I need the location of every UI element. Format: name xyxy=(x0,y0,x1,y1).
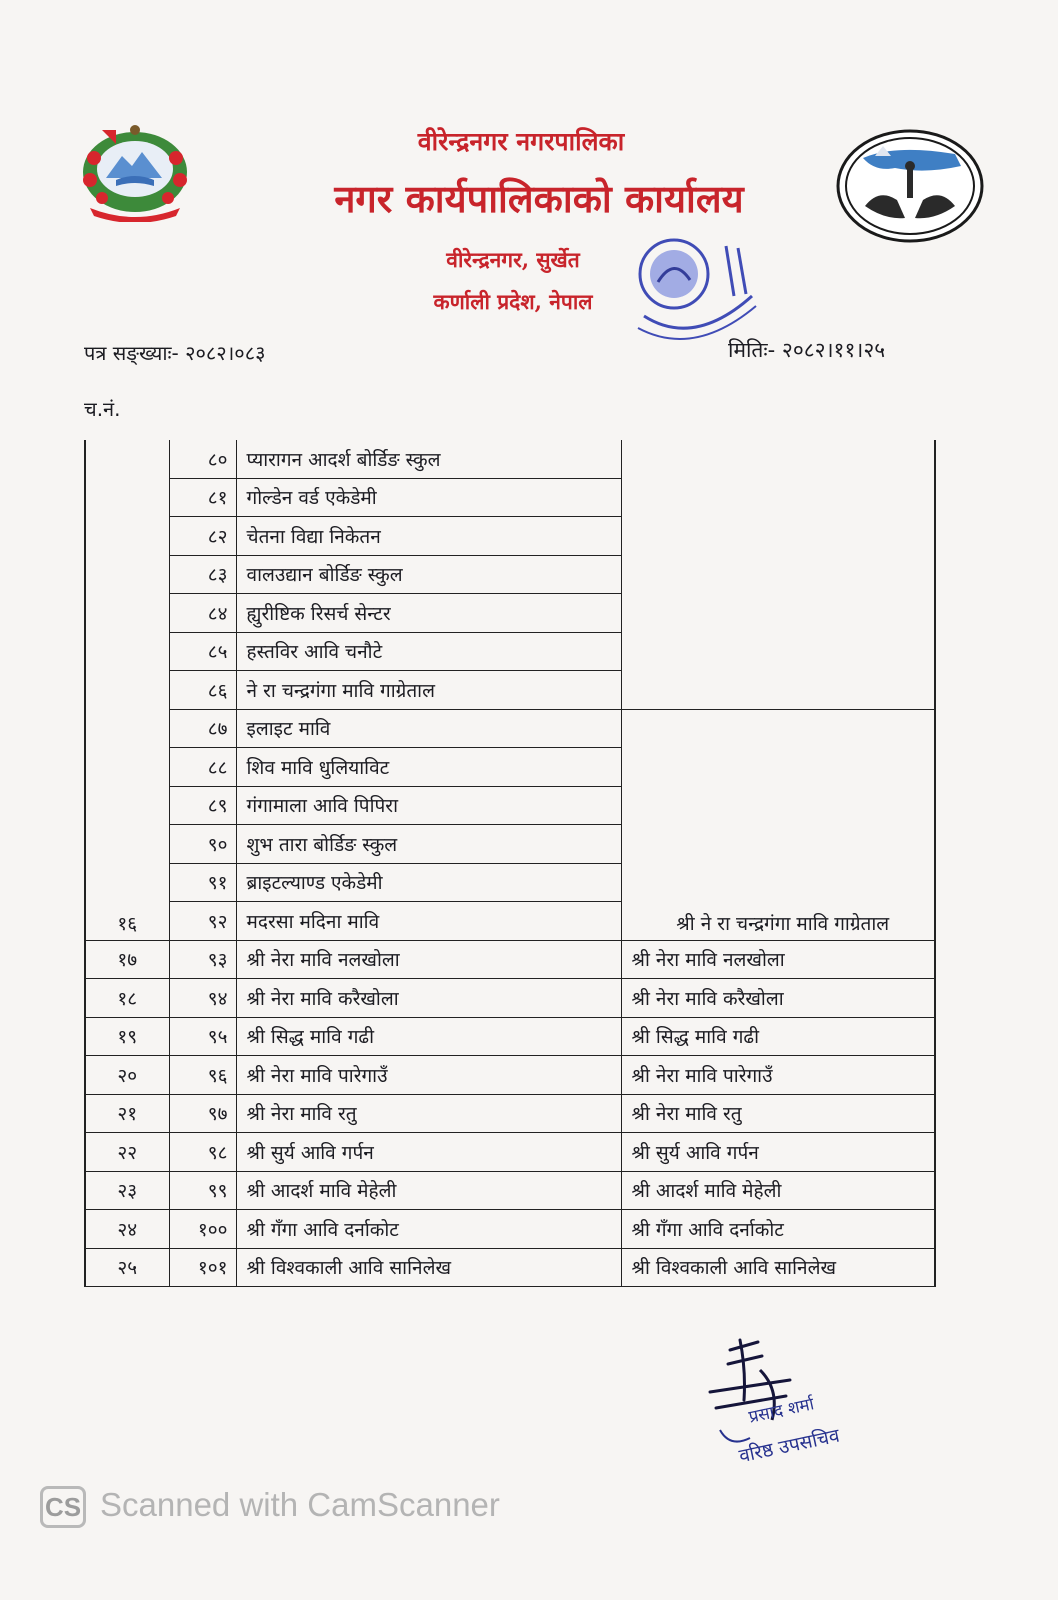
exam-center-cell: श्री नेरा मावि नलखोला xyxy=(621,940,935,979)
school-name: गंगामाला आवि पिपिरा xyxy=(236,786,621,825)
municipality-logo-icon xyxy=(835,128,985,244)
table-row xyxy=(85,1210,935,1249)
school-number: ८८ xyxy=(169,748,236,787)
school-name: ने रा चन्द्रगंगा मावि गाग्रेताल xyxy=(236,671,621,710)
school-number: ९३ xyxy=(169,940,236,979)
school-name: श्री नेरा मावि करैखोला xyxy=(236,979,621,1018)
school-number: ९१ xyxy=(169,863,236,902)
school-name: गोल्डेन वर्ड एकेडेमी xyxy=(236,478,621,517)
serial-cell: २५ xyxy=(85,1248,169,1287)
serial-cell: २० xyxy=(85,1056,169,1095)
exam-center-cell: श्री आदर्श मावि मेहेली xyxy=(621,1171,935,1210)
signatory-name: प्रसाद शर्मा xyxy=(746,1394,816,1428)
table-row xyxy=(85,1094,935,1133)
school-number: ८५ xyxy=(169,632,236,671)
office-title: नगर कार्यपालिकाको कार्यालय xyxy=(334,176,744,221)
address-line-1: वीरेन्द्रनगर, सुर्खेत xyxy=(446,247,580,272)
school-number: ८९ xyxy=(169,786,236,825)
school-name: प्यारागन आदर्श बोर्डिङ स्कुल xyxy=(236,440,621,478)
school-name: मदरसा मदिना मावि xyxy=(236,902,621,941)
school-name: ह्युरीष्टिक रिसर्च सेन्टर xyxy=(236,594,621,633)
camscanner-watermark: Scanned with CamScanner xyxy=(100,1486,500,1523)
school-number: ९० xyxy=(169,825,236,864)
exam-center-cell: श्री नेरा मावि पारेगाउँ xyxy=(621,1056,935,1095)
school-name: श्री सिद्ध मावि गढी xyxy=(236,1017,621,1056)
table-row xyxy=(85,1056,935,1095)
school-name: श्री नेरा मावि नलखोला xyxy=(236,940,621,979)
school-number: ८० xyxy=(169,440,236,478)
school-number: ८४ xyxy=(169,594,236,633)
exam-center-cell: श्री सिद्ध मावि गढी xyxy=(621,1017,935,1056)
school-number: ९९ xyxy=(169,1171,236,1210)
school-number: ८१ xyxy=(169,478,236,517)
camscanner-logo-icon: CS xyxy=(40,1486,86,1528)
serial-cell: २३ xyxy=(85,1171,169,1210)
school-number: ९५ xyxy=(169,1017,236,1056)
address-line-2: कर्णाली प्रदेश, नेपाल xyxy=(433,289,593,314)
serial-cell: १७ xyxy=(85,940,169,979)
school-number: ९६ xyxy=(169,1056,236,1095)
table-row xyxy=(85,979,935,1018)
table-row xyxy=(85,440,935,478)
reference-number: पत्र सङ्ख्याः- २०८२।०८३ xyxy=(84,341,266,365)
school-name: श्री आदर्श मावि मेहेली xyxy=(236,1171,621,1210)
exam-center-cell: श्री नेरा मावि करैखोला xyxy=(621,979,935,1018)
serial-cell: २१ xyxy=(85,1094,169,1133)
school-number: ८३ xyxy=(169,555,236,594)
letter-date: मितिः- २०८२।११।२५ xyxy=(728,338,886,362)
school-name: श्री नेरा मावि रतु xyxy=(236,1094,621,1133)
school-name: हस्तविर आवि चनौटे xyxy=(236,632,621,671)
schools-table xyxy=(84,440,936,1287)
table-row xyxy=(85,1017,935,1056)
school-number: ८७ xyxy=(169,709,236,748)
school-name: शुभ तारा बोर्डिङ स्कुल xyxy=(236,825,621,864)
school-number: ९२ xyxy=(169,902,236,941)
school-number: ८६ xyxy=(169,671,236,710)
exam-center-cell: श्री विश्वकाली आवि सानिलेख xyxy=(621,1248,935,1287)
serial-cell: १९ xyxy=(85,1017,169,1056)
school-number: ९८ xyxy=(169,1133,236,1172)
school-number: १०० xyxy=(169,1210,236,1249)
school-number: १०१ xyxy=(169,1248,236,1287)
school-name: ब्राइटल्याण्ड एकेडेमी xyxy=(236,863,621,902)
dispatch-number: च.नं. xyxy=(84,397,121,421)
serial-cell: १८ xyxy=(85,979,169,1018)
table-row xyxy=(85,1171,935,1210)
table-row xyxy=(85,709,935,748)
serial-cell xyxy=(85,440,169,709)
school-name: श्री विश्वकाली आवि सानिलेख xyxy=(236,1248,621,1287)
school-name: श्री नेरा मावि पारेगाउँ xyxy=(236,1056,621,1095)
serial-cell: २४ xyxy=(85,1210,169,1249)
school-name: इलाइट मावि xyxy=(236,709,621,748)
school-name: चेतना विद्या निकेतन xyxy=(236,517,621,556)
school-name: वालउद्यान बोर्डिङ स्कुल xyxy=(236,555,621,594)
exam-center-cell: श्री ने रा चन्द्रगंगा मावि गाग्रेताल xyxy=(621,709,935,940)
table-row xyxy=(85,1248,935,1287)
table-row xyxy=(85,1133,935,1172)
school-name: शिव मावि धुलियाविट xyxy=(236,748,621,787)
school-number: ९७ xyxy=(169,1094,236,1133)
table-row xyxy=(85,940,935,979)
school-name: श्री गँगा आवि दर्नाकोट xyxy=(236,1210,621,1249)
school-name: श्री सुर्य आवि गर्पन xyxy=(236,1133,621,1172)
serial-cell: २२ xyxy=(85,1133,169,1172)
school-number: ८२ xyxy=(169,517,236,556)
school-number: ९४ xyxy=(169,979,236,1018)
exam-center-cell: श्री नेरा मावि रतु xyxy=(621,1094,935,1133)
exam-center-cell: श्री सुर्य आवि गर्पन xyxy=(621,1133,935,1172)
exam-center-cell xyxy=(621,440,935,709)
exam-center-cell: श्री गँगा आवि दर्नाकोट xyxy=(621,1210,935,1249)
signatory-title: वरिष्ठ उपसचिव xyxy=(737,1424,842,1468)
municipality-name: वीरेन्द्रनगर नगरपालिका xyxy=(417,127,625,156)
serial-cell: १६ xyxy=(85,709,169,940)
